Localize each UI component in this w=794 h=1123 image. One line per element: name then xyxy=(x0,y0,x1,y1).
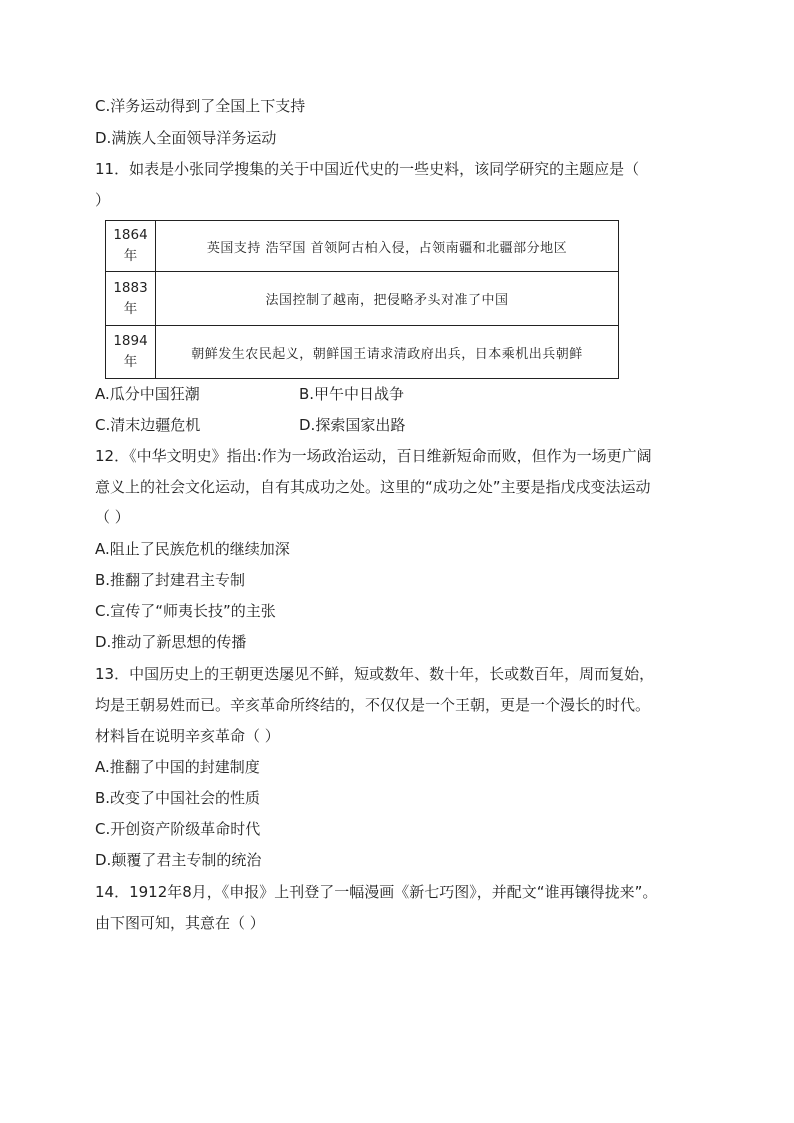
table-event-cell: 朝鲜发生农民起义，朝鲜国王请求清政府出兵，日本乘机出兵朝鲜 xyxy=(156,326,619,379)
year-unit: 年 xyxy=(123,354,138,370)
q13-stem-line2: 均是王朝易姓而已。辛亥革命所终结的，不仅仅是一个王朝，更是一个漫长的时代。 xyxy=(95,696,651,714)
q12-option-b: B.推翻了封建君主专制 xyxy=(95,571,246,589)
q12-stem-line1: 12．《中华文明史》指出:作为一场政治运动，百日维新短命而败，但作为一场更广阔 xyxy=(95,447,652,465)
q11-option-d: D.探索国家出路 xyxy=(299,416,406,434)
q12-option-d: D.推动了新思想的传播 xyxy=(95,633,247,651)
table-row xyxy=(106,272,619,326)
q13-option-b: B.改变了中国社会的性质 xyxy=(95,789,261,807)
table-year-cell xyxy=(106,221,156,272)
year-value: 1894 xyxy=(113,333,148,349)
q10-option-d: D.满族人全面领导洋务运动 xyxy=(95,129,277,147)
q14-stem-line2: 由下图可知，其意在（ ） xyxy=(95,914,265,932)
q10-option-c: C.洋务运动得到了全国上下支持 xyxy=(95,97,306,115)
table-year-cell xyxy=(106,326,156,379)
q11-option-b: B.甲午中日战争 xyxy=(299,385,405,403)
q13-option-d: D.颠覆了君主专制的统治 xyxy=(95,851,262,869)
table-row xyxy=(106,326,619,379)
table-event-cell: 法国控制了越南，把侵略矛头对准了中国 xyxy=(156,272,619,326)
year-unit: 年 xyxy=(123,300,138,317)
table-year-cell xyxy=(106,272,156,326)
q12-stem-line3: （ ） xyxy=(95,508,130,526)
q13-stem-line1: 13．中国历史上的王朝更迭屡见不鲜，短或数年、数十年，长或数百年，周而复始， xyxy=(95,665,655,683)
q13-stem-line3: 材料旨在说明辛亥革命（ ） xyxy=(95,727,280,745)
table-row xyxy=(106,221,619,272)
year-unit: 年 xyxy=(123,248,138,264)
q13-option-c: C.开创资产阶级革命时代 xyxy=(95,820,261,838)
q11-option-c: C.清末边疆危机 xyxy=(95,416,201,434)
year-value: 1864 xyxy=(113,227,148,243)
q12-option-c: C.宣传了“师夷长技”的主张 xyxy=(95,602,276,620)
q11-source-table xyxy=(105,220,619,379)
q14-stem-line1: 14．1912年8月，《申报》上刊登了一幅漫画《新七巧图》，并配文“谁再镶得拢来”。 xyxy=(95,883,658,901)
q11-option-a: A.瓜分中国狂潮 xyxy=(95,385,200,403)
q12-stem-line2: 意义上的社会文化运动，自有其成功之处。这里的“成功之处”主要是指戊戌变法运动 xyxy=(95,478,651,496)
year-value: 1883 xyxy=(113,279,148,296)
table-event-cell: 英国支持 浩罕国 首领阿古柏入侵，占领南疆和北疆部分地区 xyxy=(156,221,619,272)
q11-stem-line2: ） xyxy=(95,191,111,209)
q11-stem-line1: 11．如表是小张同学搜集的关于中国近代史的一些史料，该同学研究的主题应是（ xyxy=(95,160,640,178)
q13-option-a: A.推翻了中国的封建制度 xyxy=(95,758,260,776)
q12-option-a: A.阻止了民族危机的继续加深 xyxy=(95,540,290,558)
